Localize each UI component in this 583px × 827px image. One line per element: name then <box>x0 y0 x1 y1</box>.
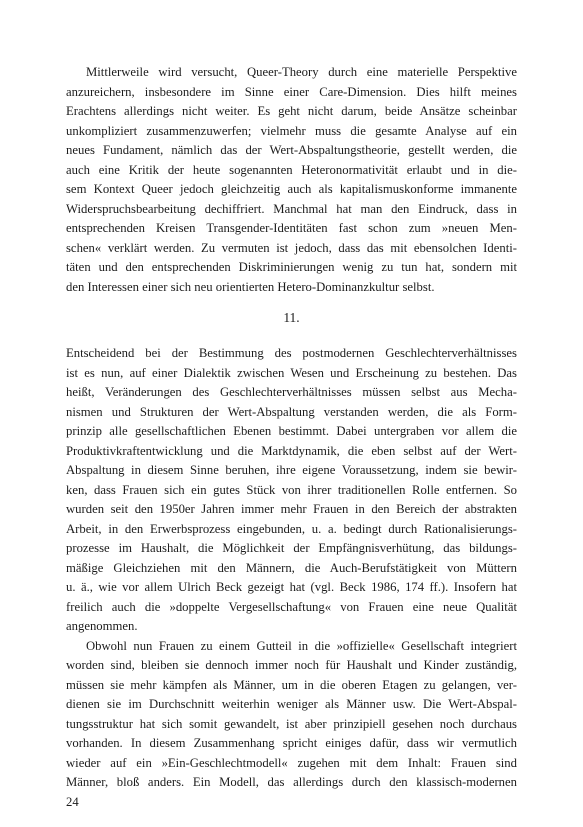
page-number: 24 <box>66 795 79 809</box>
text-line: Produktivkraftentwicklung und die Marktdynamik, die eben selbst auf der Wert- <box>66 443 517 458</box>
text-line: Obwohl nun Frauen zu einem Gutteil in die »offizielle« Gesellschaft integriert <box>86 638 517 653</box>
section-body <box>66 344 517 793</box>
text-line: dienen sie im Durchschnitt weiterhin weniger als Männer usw. Die Wert-Abspal- <box>66 697 517 711</box>
text-line: mäßige Gleichziehen mit den Männern, die Auch-Berufstätigkeit von Müttern <box>66 560 517 575</box>
text-line: neues Fundament, nämlich das der Wert-Abspaltungstheorie, gestellt werden, die <box>66 143 517 157</box>
text-line: Männer, bloß anders. Ein Modell, das allerdings durch den klassisch-modernen <box>66 775 517 789</box>
paragraph-wert-abspaltung <box>66 637 517 793</box>
text-line: ist es nun, auf einer Dialektik zwischen Wesen und Erscheinung zu bestehen. Das <box>66 365 517 380</box>
text-line: müssen sie mehr kämpfen als Männer, um in die oberen Etagen zu gelangen, ver- <box>66 677 517 692</box>
text-line: vorhanden. In diesem Zusammenhang spricht einiges dafür, dass wir vermutlich <box>66 736 517 750</box>
section-number: 11. <box>283 310 300 325</box>
text-line: worden sind, bleiben sie dennoch immer noch für Haushalt und Kinder zuständig, <box>66 658 517 672</box>
text-line: prinzip alle gesellschaftlichen Ebenen bestimmt. Dabei untergraben vor allem die <box>66 424 517 438</box>
text-line: nismen und Strukturen der Wert-Abspaltung verstanden werden, die als Form- <box>66 404 517 419</box>
text-line: Erachtens allerdings nicht weiter. Es geht nicht darum, beide Ansätze scheinbar <box>66 104 517 118</box>
text-line: Abspaltung in diesem Sinne beruhen, ihre eigene Voraussetzung, indem sie bewir- <box>66 463 517 477</box>
text-line: wurden seit den 1950er Jahren immer mehr Frauen in den Bereich der abstrakten <box>66 502 517 516</box>
text-line: angenommen. <box>66 619 138 633</box>
text-line: Entscheidend bei der Bestimmung des postmodernen Geschlechterverhältnisses <box>66 346 517 360</box>
text-line: unkompliziert zusammenzuwerfen; vielmehr muss die gesamte Analyse auf ein <box>66 123 517 138</box>
text-line: täten und den entsprechenden Diskriminierungen wenig zu tun hat, sondern mit <box>66 260 517 274</box>
text-line: Arbeit, in den Erwerbsprozess eingebunden, u. a. bedingt durch Rationalisierungs- <box>66 521 517 536</box>
text-line: anzureichern, insbesondere im Sinne einer Care-Dimension. Dies hilft meines <box>66 84 517 99</box>
text-line: sem Kontext Queer jedoch gleichzeitig auch als kapitalismuskonforme immanente <box>66 182 517 196</box>
text-line: wieder auf ein »Ein-Geschlechtmodell« zugehen mit dem Inhalt: Frauen sind <box>66 755 517 770</box>
text-line: freilich auch die »doppelte Vergesellschaftung« von Frauen eine neue Qualität <box>66 599 517 614</box>
text-line: heißt, Veränderungen des Geschlechterverhältnisses müssen selbst aus Mecha- <box>66 385 517 399</box>
text-line: tungsstruktur hat sich somit gewandelt, ist aber prinzipiell gesehen noch durchaus <box>66 716 517 731</box>
paragraph-queer-theory <box>66 63 517 297</box>
text-line: ken, dass Frauen sich ein gutes Stück von ihrer traditionellen Rolle entfernen. So <box>66 482 517 497</box>
text-line: prozesse im Haushalt, die Möglichkeit der Empfängnisverhütung, das bildungs- <box>66 541 517 555</box>
text-line: Widerspruchsbearbeitung dechiffriert. Manchmal hat man den Eindruck, dass in <box>66 201 517 216</box>
text-line: den Interessen einer sich neu orientierten Hetero-Dominanzkultur selbst. <box>66 279 435 294</box>
text-line: auch eine Kritik der heute sogenannten Heteronormativität erlaubt und in die- <box>66 162 517 177</box>
paragraph-geschlechterverhaeltnis <box>66 344 517 637</box>
text-line: Mittlerweile wird versucht, Queer-Theory durch eine materielle Perspektive <box>86 65 517 79</box>
text-line: entsprechenden Kreisen Transgender-Identitäten fast schon zum »neuen Men- <box>66 221 517 235</box>
text-line: schen« verklärt werden. Zu vermuten ist jedoch, dass das mit ebensolchen Identi- <box>66 240 517 255</box>
text-line: u. ä., wie vor allem Ulrich Beck gezeigt hat (vgl. Beck 1986, 174 ff.). Insofern hat <box>66 580 517 594</box>
